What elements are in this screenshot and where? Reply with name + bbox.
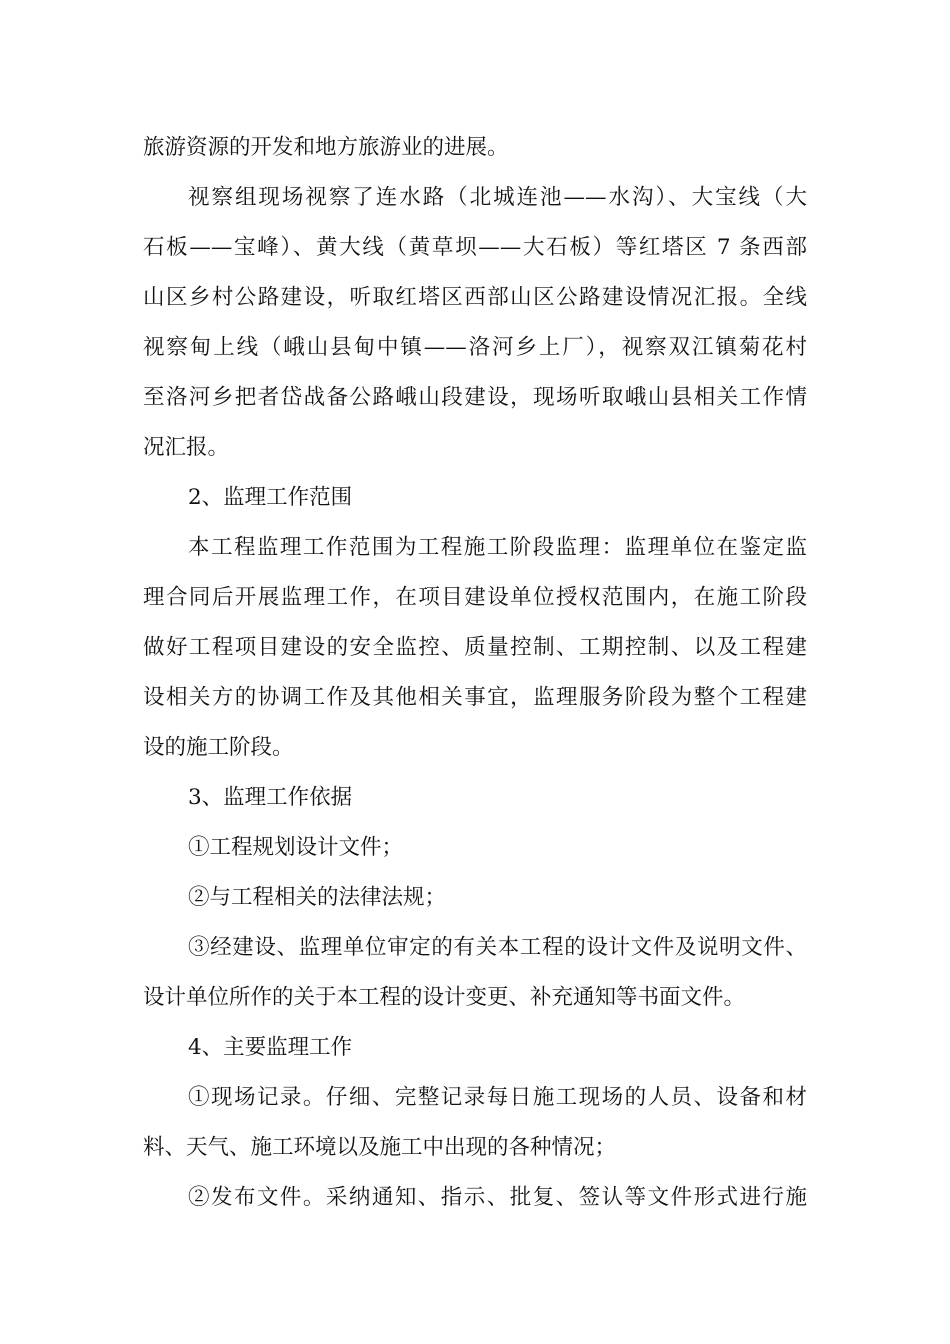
text-line-6: 至洛河乡把者岱战备公路峨山段建设，现场听取峨山县相关工作情 [143,385,807,410]
text-line-9: 本工程监理工作范围为工程施工阶段监理：监理单位在鉴定监 [188,535,807,560]
text-line-7: 况汇报。 [143,435,230,460]
text-line-18: 设计单位所作的关于本工程的设计变更、补充通知等书面文件。 [143,985,746,1010]
text-line-4: 山区乡村公路建设，听取红塔区西部山区公路建设情况汇报。全线 [143,285,807,310]
text-line-11: 做好工程项目建设的安全监控、质量控制、工期控制、以及工程建 [143,635,807,660]
text-line-1: 旅游资源的开发和地方旅游业的进展。 [143,135,509,160]
text-line-3: 石板——宝峰）、黄大线（黄草坝——大石板）等红塔区 7 条西部 [143,235,807,260]
text-line-12: 设相关方的协调工作及其他相关事宜，监理服务阶段为整个工程建 [143,685,807,710]
list-item-work-2: ②发布文件。采纳通知、指示、批复、签认等文件形式进行施 [188,1185,807,1210]
list-item-work-1: ①现场记录。仔细、完整记录每日施工现场的人员、设备和材 [188,1085,807,1110]
text-line-5: 视察甸上线（峨山县甸中镇——洛河乡上厂），视察双江镇菊花村 [143,335,807,360]
section-heading-3: 3、监理工作依据 [188,785,353,810]
text-line-21: 料、天气、施工环境以及施工中出现的各种情况； [143,1135,617,1160]
text-line-10: 理合同后开展监理工作，在项目建设单位授权范围内，在施工阶段 [143,585,807,610]
text-line-2: 视察组现场视察了连水路（北城连池——水沟）、大宝线（大 [188,185,807,210]
list-item-basis-2: ②与工程相关的法律法规； [188,885,447,910]
list-item-basis-3: ③经建设、监理单位审定的有关本工程的设计文件及说明文件、 [188,935,807,960]
section-heading-4: 4、主要监理工作 [188,1035,353,1060]
text-line-13: 设的施工阶段。 [143,735,294,760]
document-body [143,123,807,1223]
section-heading-2: 2、监理工作范围 [188,485,353,510]
list-item-basis-1: ①工程规划设计文件； [188,835,404,860]
